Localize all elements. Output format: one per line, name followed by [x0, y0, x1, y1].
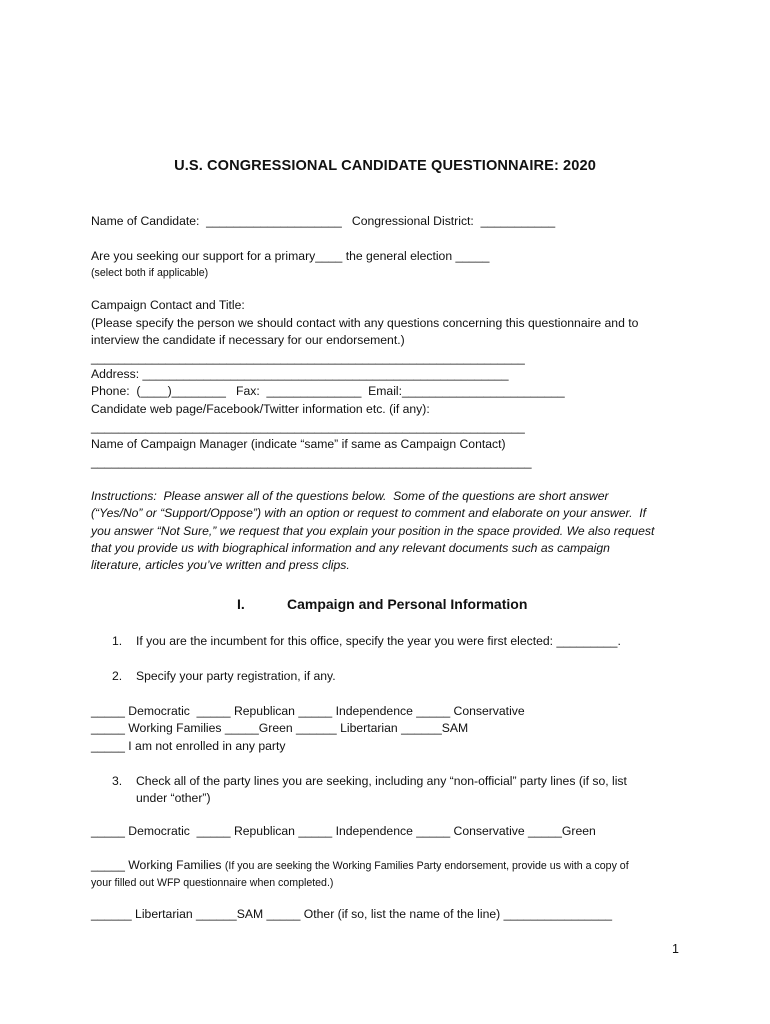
contact-instruction-1: (Please specify the person we should contact with any questions concerning this questionnaire and to	[91, 316, 639, 330]
instructions-line-3: you answer “Not Sure,” we request that you explain your position in the space provided. We also request	[91, 524, 655, 538]
other-lines-line: ______ Libertarian ______SAM _____ Other (if so, list the name of the line) ________________	[91, 907, 613, 921]
web-page-line: Candidate web page/Facebook/Twitter information etc. (if any):	[91, 402, 430, 416]
q2-number: 2.	[112, 669, 123, 683]
address-line: Address: ______________________________________________________	[91, 367, 509, 381]
working-families-note-1: (If you are seeking the Working Families Party endorsement, provide us with a copy of	[224, 860, 629, 872]
support-question: Are you seeking our support for a primary____ the general election _____	[91, 249, 490, 263]
party-options-line-1: _____ Democratic _____ Republican _____ Independence _____ Conservative	[91, 704, 525, 718]
party-options-line-2: _____ Working Families _____Green ______ Libertarian ______SAM	[91, 721, 469, 735]
instructions-line-5: literature, articles you’ve written and press clips.	[91, 558, 350, 572]
instructions-line-1: Instructions: Please answer all of the questions below. Some of the questions are short answer	[91, 489, 609, 503]
q2-text: Specify your party registration, if any.	[136, 669, 336, 683]
party-options-line-3: _____ I am not enrolled in any party	[91, 739, 286, 753]
instructions-line-2: (“Yes/No” or “Support/Oppose”) with an option or request to comment and elaborate on your answer. If	[91, 506, 647, 520]
contact-blank-line: ________________________________________________________________	[91, 351, 525, 365]
page-title: U.S. CONGRESSIONAL CANDIDATE QUESTIONNAIRE: 2020	[174, 158, 596, 174]
section-title: Campaign and Personal Information	[287, 596, 528, 612]
campaign-manager-line: Name of Campaign Manager (indicate “same” if same as Campaign Contact)	[91, 437, 506, 451]
contact-instruction-2: interview the candidate if necessary for our endorsement.)	[91, 333, 405, 347]
party-lines-options: _____ Democratic _____ Republican _____ Independence _____ Conservative _____Green	[91, 824, 596, 838]
q3-number: 3.	[112, 774, 123, 788]
working-families-note-2: your filled out WFP questionnaire when completed.)	[91, 877, 334, 889]
page-number: 1	[672, 942, 679, 956]
instructions-line-4: that you provide us with biographical information and any relevant documents such as campaign	[91, 541, 610, 555]
q3-text-2: under “other”)	[136, 791, 211, 805]
candidate-district-line: Name of Candidate: ____________________ Congressional District: ___________	[91, 214, 556, 228]
section-numeral: I.	[237, 596, 245, 612]
q1-text: If you are the incumbent for this office, specify the year you were first elected: _________.	[136, 634, 621, 648]
working-families-line	[91, 857, 629, 875]
working-families-label: _____ Working Families	[91, 858, 225, 872]
q1-number: 1.	[112, 634, 123, 648]
support-note: (select both if applicable)	[91, 267, 209, 279]
phone-fax-email-line: Phone: (____)________ Fax: ______________ Email:________________________	[91, 384, 565, 398]
q3-text-1: Check all of the party lines you are seeking, including any “non-official” party lines (if so, list	[136, 774, 627, 788]
manager-blank-line: _________________________________________________________________	[91, 455, 532, 469]
campaign-contact-label: Campaign Contact and Title:	[91, 298, 245, 312]
web-blank-line: ________________________________________________________________	[91, 420, 525, 434]
